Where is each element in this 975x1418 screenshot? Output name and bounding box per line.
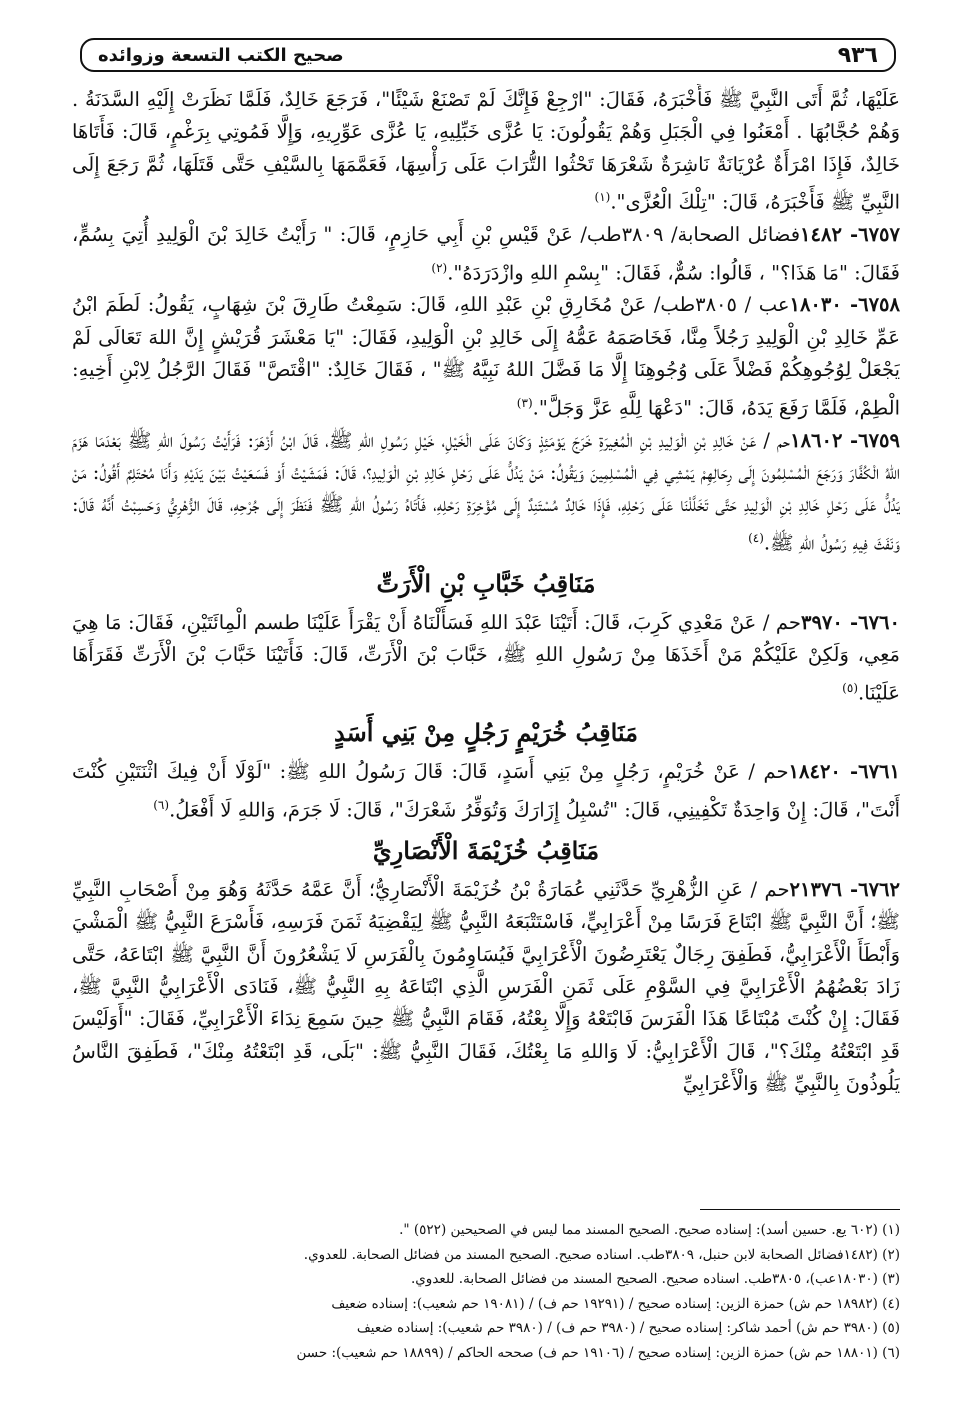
hadith-text: حم / عَنِ الزُّهْرِيِّ حَدَّثَنِي عُمَارَةُ بْنُ خُزَيْمَةَ الْأَنْصَارِيُّ؛ أَنَّ عَمَّهُ حَدَّثَهُ وَهُوَ مِنْ أَصْحَابِ النَّبِيِّ ﷺ؛ أَنَّ النَّبِيَّ ﷺ ابْتَاعَ فَرَسًا مِنْ أَعْرَابِيٍّ، فَاسْتَتْبَعَهُ النَّبِيُّ ﷺ لِيَقْضِيَهُ ثَمَنَ فَرَسِهِ، فَأَسْرَعَ النَّبِيُّ ﷺ الْمَشْيَ وَأَبْطَأَ الْأَعْرَابِيُّ، فَطَفِقَ رِجَالٌ يَعْتَرِضُونَ الْأَعْرَابِيَّ فَيُسَاوِمُونَ بِالْفَرَسِ لَا يَشْعُرُونَ أَنَّ النَّبِيَّ ﷺ ابْتَاعَهُ، حَتَّى زَادَ بَعْضُهُمُ الْأَعْرَابِيَّ فِي السَّوْمِ عَلَى ثَمَنِ الْفَرَسِ الَّذِي ابْتَاعَهُ بِهِ النَّبِيُّ ﷺ، فَنَادَى الْأَعْرَابِيُّ النَّبِيَّ ﷺ، فَقَالَ: إِنْ كُنْتَ مُبْتَاعًا هَذَا الْفَرَسَ فَابْتَعْهُ وَإِلَّا بِعْتُهُ، فَقَامَ النَّبِيُّ ﷺ حِينَ سَمِعَ نِدَاءَ الْأَعْرَابِيِّ، فَقَالَ: "أَوَلَيْسَ قَدِ ابْتَعْتُهُ مِنْكَ؟"، قَالَ الْأَعْرَابِيُّ: لَا وَاللهِ مَا بِعْتُكَ، فَقَالَ النَّبِيُّ ﷺ: "بَلَى، قَدِ ابْتَعْتُهُ مِنْكَ"، فَطَفِقَ النَّاسُ يَلُوذُونَ بِالنَّبِيِّ ﷺ وَالْأَعْرَابِيِّ — [72, 877, 900, 1096]
footnote: (٤) (١٨٩٨٢ حم ش) حمزة الزين: إسناده صحيح / (١٩٢٩١ حم ف) / (١٩٠٨١ حم شعيب): إسناده ضعيف — [331, 1295, 900, 1312]
footnote-ref: (١) — [594, 190, 611, 205]
section-heading-khuraym: مَنَاقِبُ خُرَيْمٍ رَجُلٍ مِنْ بَنِي أَسَدٍ — [334, 718, 638, 748]
hadith-number: ٦٧٦١- ١٨٤٢٠ — [788, 760, 900, 784]
footnote-ref: (٦) — [153, 797, 170, 812]
footnotes — [72, 1218, 900, 1398]
footnote-ref: (٤) — [748, 530, 764, 545]
footnote-ref: (٣) — [516, 395, 533, 410]
footnote-divider — [700, 1209, 900, 1210]
footnote: (٣) (١٨٠٣٠عب)، ٣٨٠٥طب. اسناده صحيح. الصحيح المسند من فضائل الصحابة. للعدوي. — [410, 1271, 900, 1287]
hadith-number: ٦٧٥٩- ١٨٦٠٢ — [790, 428, 900, 452]
footnote-ref: (٥) — [842, 680, 858, 695]
hadith-text: عب / ٣٨٠٥طب/ عَنْ مُخَارِقِ بْنِ عَبْدِ اللهِ، قَالَ: سَمِعْتُ طَارِقَ بْنَ شِهَابٍ، يَقُولُ: لَطَمَ ابْنُ عَمِّ خَالِدِ بْنِ الْوَلِيدِ رَجُلاً مِنَّا، فَخَاصَمَهُ عَمُّهُ إِلَى خَالِدِ بْنِ الْوَلِيدِ، فَقَالَ: "يَا مَعْشَرَ قُرَيْشٍ إِنَّ اللهَ تَعَالَى لَمْ يَجْعَلْ لِوُجُوهِكُمْ فَضْلاً عَلَى وُجُوهِنَا إِلَّا مَا فَضَّلَ اللهُ نَبِيَّهُ ﷺ" ، فَقَالَ خَالِدٌ: "اقْتَصَّ" فَقَالَ الرَّجُلُ لِابْنِ أَخِيهِ: الْطِمْ، فَلَمَّا رَفَعَ يَدَهُ، قَالَ: "دَعْهَا لِلَّهِ عَزَّ وَجَلَّ". — [72, 293, 900, 420]
footnote-ref: (٢) — [431, 260, 448, 275]
hadith-number: ٦٧٥٧- ١٤٨٢ — [800, 223, 900, 247]
hadith-text: حم / عَنْ مَعْدِي كَرِبَ، قَالَ: أَتَيْنَا عَبْدَ اللهِ فَسَأَلْنَاهُ أَنْ يَقْرَأَ عَلَيْنَا طسم الْمِائَتَيْنِ، فَقَالَ: مَا هِيَ مَعِي، وَلَكِنْ عَلَيْكُمْ مَنْ أَخَذَهَا مِنْ رَسُولِ اللهِ ﷺ، خَبَّابَ بْنَ الْأَرَتِّ، قَالَ: فَأَتَيْنَا خَبَّابَ بْنَ الْأَرَتِّ فَقَرَأَهَا عَلَيْنَا. — [72, 610, 900, 704]
hadith-6762 — [72, 874, 900, 1101]
paragraph-continuation — [72, 84, 900, 219]
hadith-6759 — [72, 425, 900, 560]
footnote: (٢) (١٤٨٢فضائل الصحابة لابن حنبل، ٣٨٠٩طب. اسناده صحيح. الصحيح المسند من فضائل الصحابة. للعدوي. — [303, 1246, 900, 1263]
footnote: (٥) (٣٩٨٠ حم ش) أحمد شاكر: إسناده صحيح / (٣٩٨٠ حم ف) / (٣٩٨٠ حم شعيب): إسناده ضعيف — [356, 1320, 900, 1336]
hadith-text: فضائل الصحابة/ ٣٨٠٩طب/ عَنْ قَيْسِ بْنِ أَبِي حَازِمٍ، قَالَ: " رَأَيْتُ خَالِدَ بْنَ الْوَلِيدِ أُتِيَ بِسُمٍّ، فَقَالَ: "مَا هَذَا؟" ، قَالُوا: سُمٌّ، فَقَالَ: "بِسْمِ اللهِ وازْدَرَدَهُ". — [72, 223, 900, 285]
section-heading-khabbab: مَنَاقِبُ خَبَّابِ بْنِ الْأَرَتِّ — [376, 568, 596, 598]
section-heading-khuzayma: مَنَاقِبُ خُزَيْمَةَ الْأَنْصَارِيِّ — [372, 835, 600, 865]
hadith-6758 — [72, 289, 900, 424]
hadith-6761 — [72, 756, 900, 826]
paragraph-text: عَلَيْهَا، ثُمَّ أَتَى النَّبِيَّ ﷺ فَأَخْبَرَهُ، فَقَالَ: "ارْجِعْ فَإِنَّكَ لَمْ تَصْنَعْ شَيْئًا"، فَرَجَعَ خَالِدٌ، فَلَمَّا نَظَرَتْ إِلَيْهِ السَّدَنَةُ . وَهُمْ حُجَّابُهَا . أَمْعَنُوا فِي الْجَبَلِ وَهُمْ يَقُولُونَ: يَا عُزَّى خَبِّلِيهِ، يَا عُزَّى عَوِّرِيهِ، وَإِلَّا فَمُوتِي بِرَغْمٍ، قَالَ: فَأَتَاهَا خَالِدٌ، فَإِذَا امْرَأَةٌ عُرْيَانَةٌ نَاشِرَةٌ شَعْرَهَا تَحْثُوا التُّرَابَ عَلَى رَأْسِهَا، فَعَمَّمَهَا بِالسَّيْفِ حَتَّى قَتَلَهَا، ثُمَّ رَجَعَ إِلَى النَّبِيِّ ﷺ فَأَخْبَرَهُ، قَالَ: "تِلْكَ الْعُزَّى". — [72, 88, 900, 214]
hadith-text: حم / عَنْ خَالِدِ بْنِ الْوَلِيدِ بْنِ الْمُغِيرَةِ خَرَجَ يَوْمَئِذٍ وَكَانَ عَلَى الْخَيْلِ، خَيْلِ رَسُولِ اللهِ ﷺ، قَالَ ابْنُ أَزْهَرَ: فَرَأَيْتُ رَسُولَ اللهِ ﷺ بَعْدَمَا هَزَمَ اللهُ الْكُفَّارَ وَرَجَعَ الْمُسْلِمُونَ إِلَى رِحَالِهِمْ يَمْشِي فِي الْمُسْلِمِينَ وَيَقُولُ: مَنْ يَدُلُّ عَلَى رَحْلِ خَالِدِ بْنِ الْوَلِيدِ؟، قَالَ: فَمَشَيْتُ أَوْ فَسَعَيْتُ بَيْنَ يَدَيْهِ وَأَنَا مُحْتَلِمٌ أَقُولُ: مَنْ يَدُلُّ عَلَى رَحْلِ خَالِدِ بْنِ الْوَلِيدِ حَتَّى تَخَلَّلْنَا عَلَى رَحْلِهِ، فَإِذَا خَالِدٌ مُسْتَنِدٌ إِلَى مُؤْخِرَةِ رَحْلِهِ، فَأَتَاهُ رَسُولُ اللهِ ﷺ فَنَظَرَ إِلَى جُرْحِهِ، قَالَ الزُّهْرِيُّ وَحَسِبْتُ أَنَّهُ قَالَ: وَنَفَثَ فِيهِ رَسُولُ اللهِ ﷺ. — [72, 428, 900, 555]
hadith-number: ٦٧٦٢- ٢١٣٧٦ — [789, 877, 900, 901]
hadith-number: ٦٧٦٠- ٣٩٧٠ — [800, 610, 900, 634]
hadith-text: حم / عَنْ خُرَيْمٍ، رَجُلٍ مِنْ بَنِي أَسَدٍ، قَالَ: قَالَ رَسُولُ اللهِ ﷺ: "لَوْلَا أَنْ فِيكَ اثْنَتَيْنِ كُنْتَ أَنْتَ"، قَالَ: إِنْ وَاحِدَةٌ تَكْفِينِي، قَالَ: "تُسْبِلُ إِزَارَكَ وَتُوَفِّرُ شَعْرَكَ"، قَالَ: لَا جَرَمَ، وَاللهِ لَا أَفْعَلُ. — [72, 760, 900, 822]
book-title: صحيح الكتب التسعة وزوائده — [98, 44, 344, 66]
hadith-6760 — [72, 607, 900, 710]
hadith-number: ٦٧٥٨- ١٨٠٣٠ — [789, 293, 900, 317]
footnote: (١) (٦٠٢ يع. حسين أسد): إسناده صحيح. الصحيح المسند مما ليس في الصحيحين (٥٢٢) ". — [399, 1222, 900, 1238]
page-body — [72, 84, 900, 1184]
page-number: ٩٣٦ — [837, 42, 878, 68]
footnote: (٦) (١٨٨٠١ حم ش) حمزة الزين: إسناده صحيح / (١٩١٠٦ حم ف) صححه الحاكم / (١٨٨٩٩ حم شعيب): حسن — [296, 1344, 900, 1361]
hadith-6757 — [72, 219, 900, 289]
page-header — [80, 38, 896, 72]
